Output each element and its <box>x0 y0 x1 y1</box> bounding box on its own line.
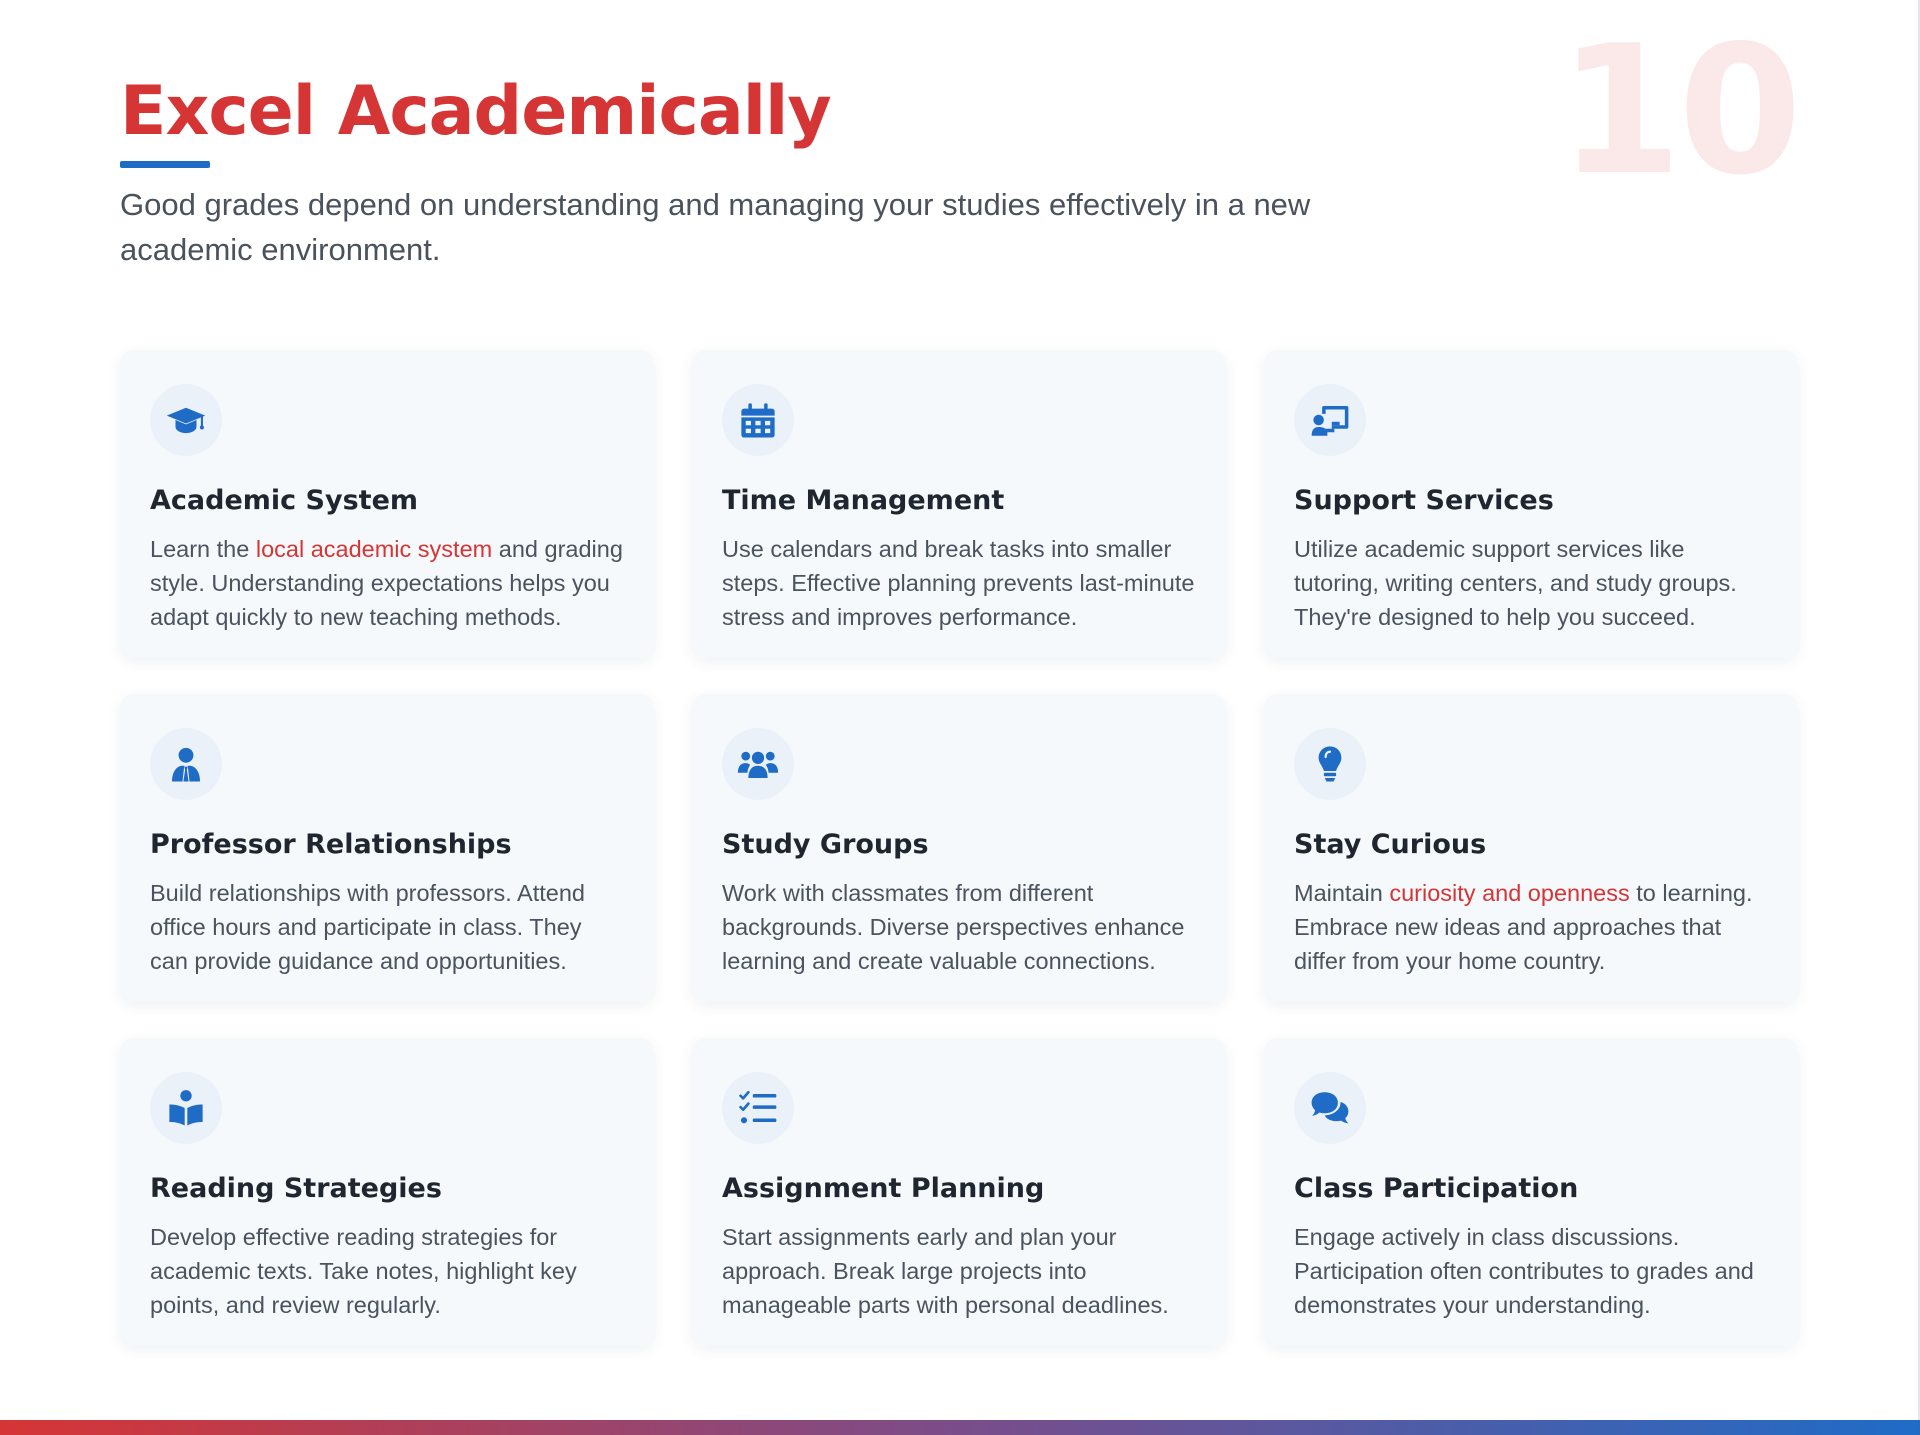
card-icon-badge <box>150 1072 222 1144</box>
card-title: Academic System <box>150 485 419 516</box>
card-description <box>150 532 624 634</box>
card-study-groups <box>692 694 1226 1002</box>
card-icon-badge <box>1294 1072 1366 1144</box>
card-text: Learn the <box>150 536 256 562</box>
card-title: Reading Strategies <box>150 1173 442 1204</box>
card-support-services <box>1264 350 1798 658</box>
chat-bubbles-icon <box>1309 1087 1351 1129</box>
card-icon-badge <box>150 384 222 456</box>
tips-grid <box>120 350 1800 1346</box>
card-class-participation <box>1264 1038 1798 1346</box>
card-text: to learning. Embrace new ideas and approaches that differ from your home country. <box>1294 880 1753 974</box>
lightbulb-icon <box>1309 743 1351 785</box>
card-icon-badge <box>1294 728 1366 800</box>
card-description <box>150 876 624 978</box>
page-subtitle: Good grades depend on understanding and managing your studies effectively in a new academic environment. <box>120 187 1311 267</box>
card-icon-badge <box>722 1072 794 1144</box>
graduation-cap-icon <box>165 399 207 441</box>
users-group-icon <box>737 743 779 785</box>
card-stay-curious <box>1264 694 1798 1002</box>
card-title: Time Management <box>722 485 1005 516</box>
task-list-icon <box>737 1087 779 1129</box>
card-text: Work with classmates from different backgrounds. Diverse perspectives enhance learning and create valuable connections. <box>722 880 1185 974</box>
card-professor-relationships <box>120 694 654 1002</box>
card-reading-strategies <box>120 1038 654 1346</box>
card-academic-system <box>120 350 654 658</box>
professor-icon <box>165 743 207 785</box>
card-text: Engage actively in class discussions. Participation often contributes to grades and demonstrates your understanding. <box>1294 1224 1754 1318</box>
card-description <box>1294 876 1768 978</box>
card-text: Build relationships with professors. Attend office hours and participate in class. They can provide guidance and opportunities. <box>150 880 585 974</box>
card-description <box>722 876 1196 978</box>
card-title: Study Groups <box>722 829 929 860</box>
book-reader-icon <box>165 1087 207 1129</box>
title-underline <box>120 161 210 168</box>
page-title: Excel Academically <box>120 72 831 151</box>
card-description <box>722 532 1196 634</box>
bottom-gradient-bar <box>0 1420 1920 1435</box>
card-text: Start assignments early and plan your approach. Break large projects into manageable parts with personal deadlines. <box>722 1224 1169 1318</box>
card-text: Use calendars and break tasks into smaller steps. Effective planning prevents last-minute stress and improves performance. <box>722 536 1195 630</box>
card-title: Stay Curious <box>1294 829 1487 860</box>
card-time-management <box>692 350 1226 658</box>
card-highlight-text: curiosity and openness <box>1389 880 1630 906</box>
card-text: Develop effective reading strategies for academic texts. Take notes, highlight key points, and review regularly. <box>150 1224 577 1318</box>
card-highlight-text: local academic system <box>255 536 493 562</box>
card-icon-badge <box>722 384 794 456</box>
card-icon-badge <box>1294 384 1366 456</box>
card-text: Utilize academic support services like tutoring, writing centers, and study groups. They're designed to help you succeed. <box>1294 536 1737 630</box>
card-description <box>150 1220 624 1322</box>
card-description <box>1294 532 1768 634</box>
card-text: and grading style. Understanding expectations helps you adapt quickly to new teaching methods. <box>150 536 623 630</box>
card-text: Maintain <box>1294 880 1390 906</box>
card-icon-badge <box>150 728 222 800</box>
calendar-icon <box>737 399 779 441</box>
card-description <box>722 1220 1196 1322</box>
card-description <box>1294 1220 1768 1322</box>
page-number: 10 <box>1558 7 1798 214</box>
chalkboard-teacher-icon <box>1309 399 1351 441</box>
card-title: Support Services <box>1294 485 1554 516</box>
card-title: Assignment Planning <box>722 1173 1045 1204</box>
card-title: Professor Relationships <box>150 829 512 860</box>
card-title: Class Participation <box>1294 1173 1579 1204</box>
card-assignment-planning <box>692 1038 1226 1346</box>
card-icon-badge <box>722 728 794 800</box>
